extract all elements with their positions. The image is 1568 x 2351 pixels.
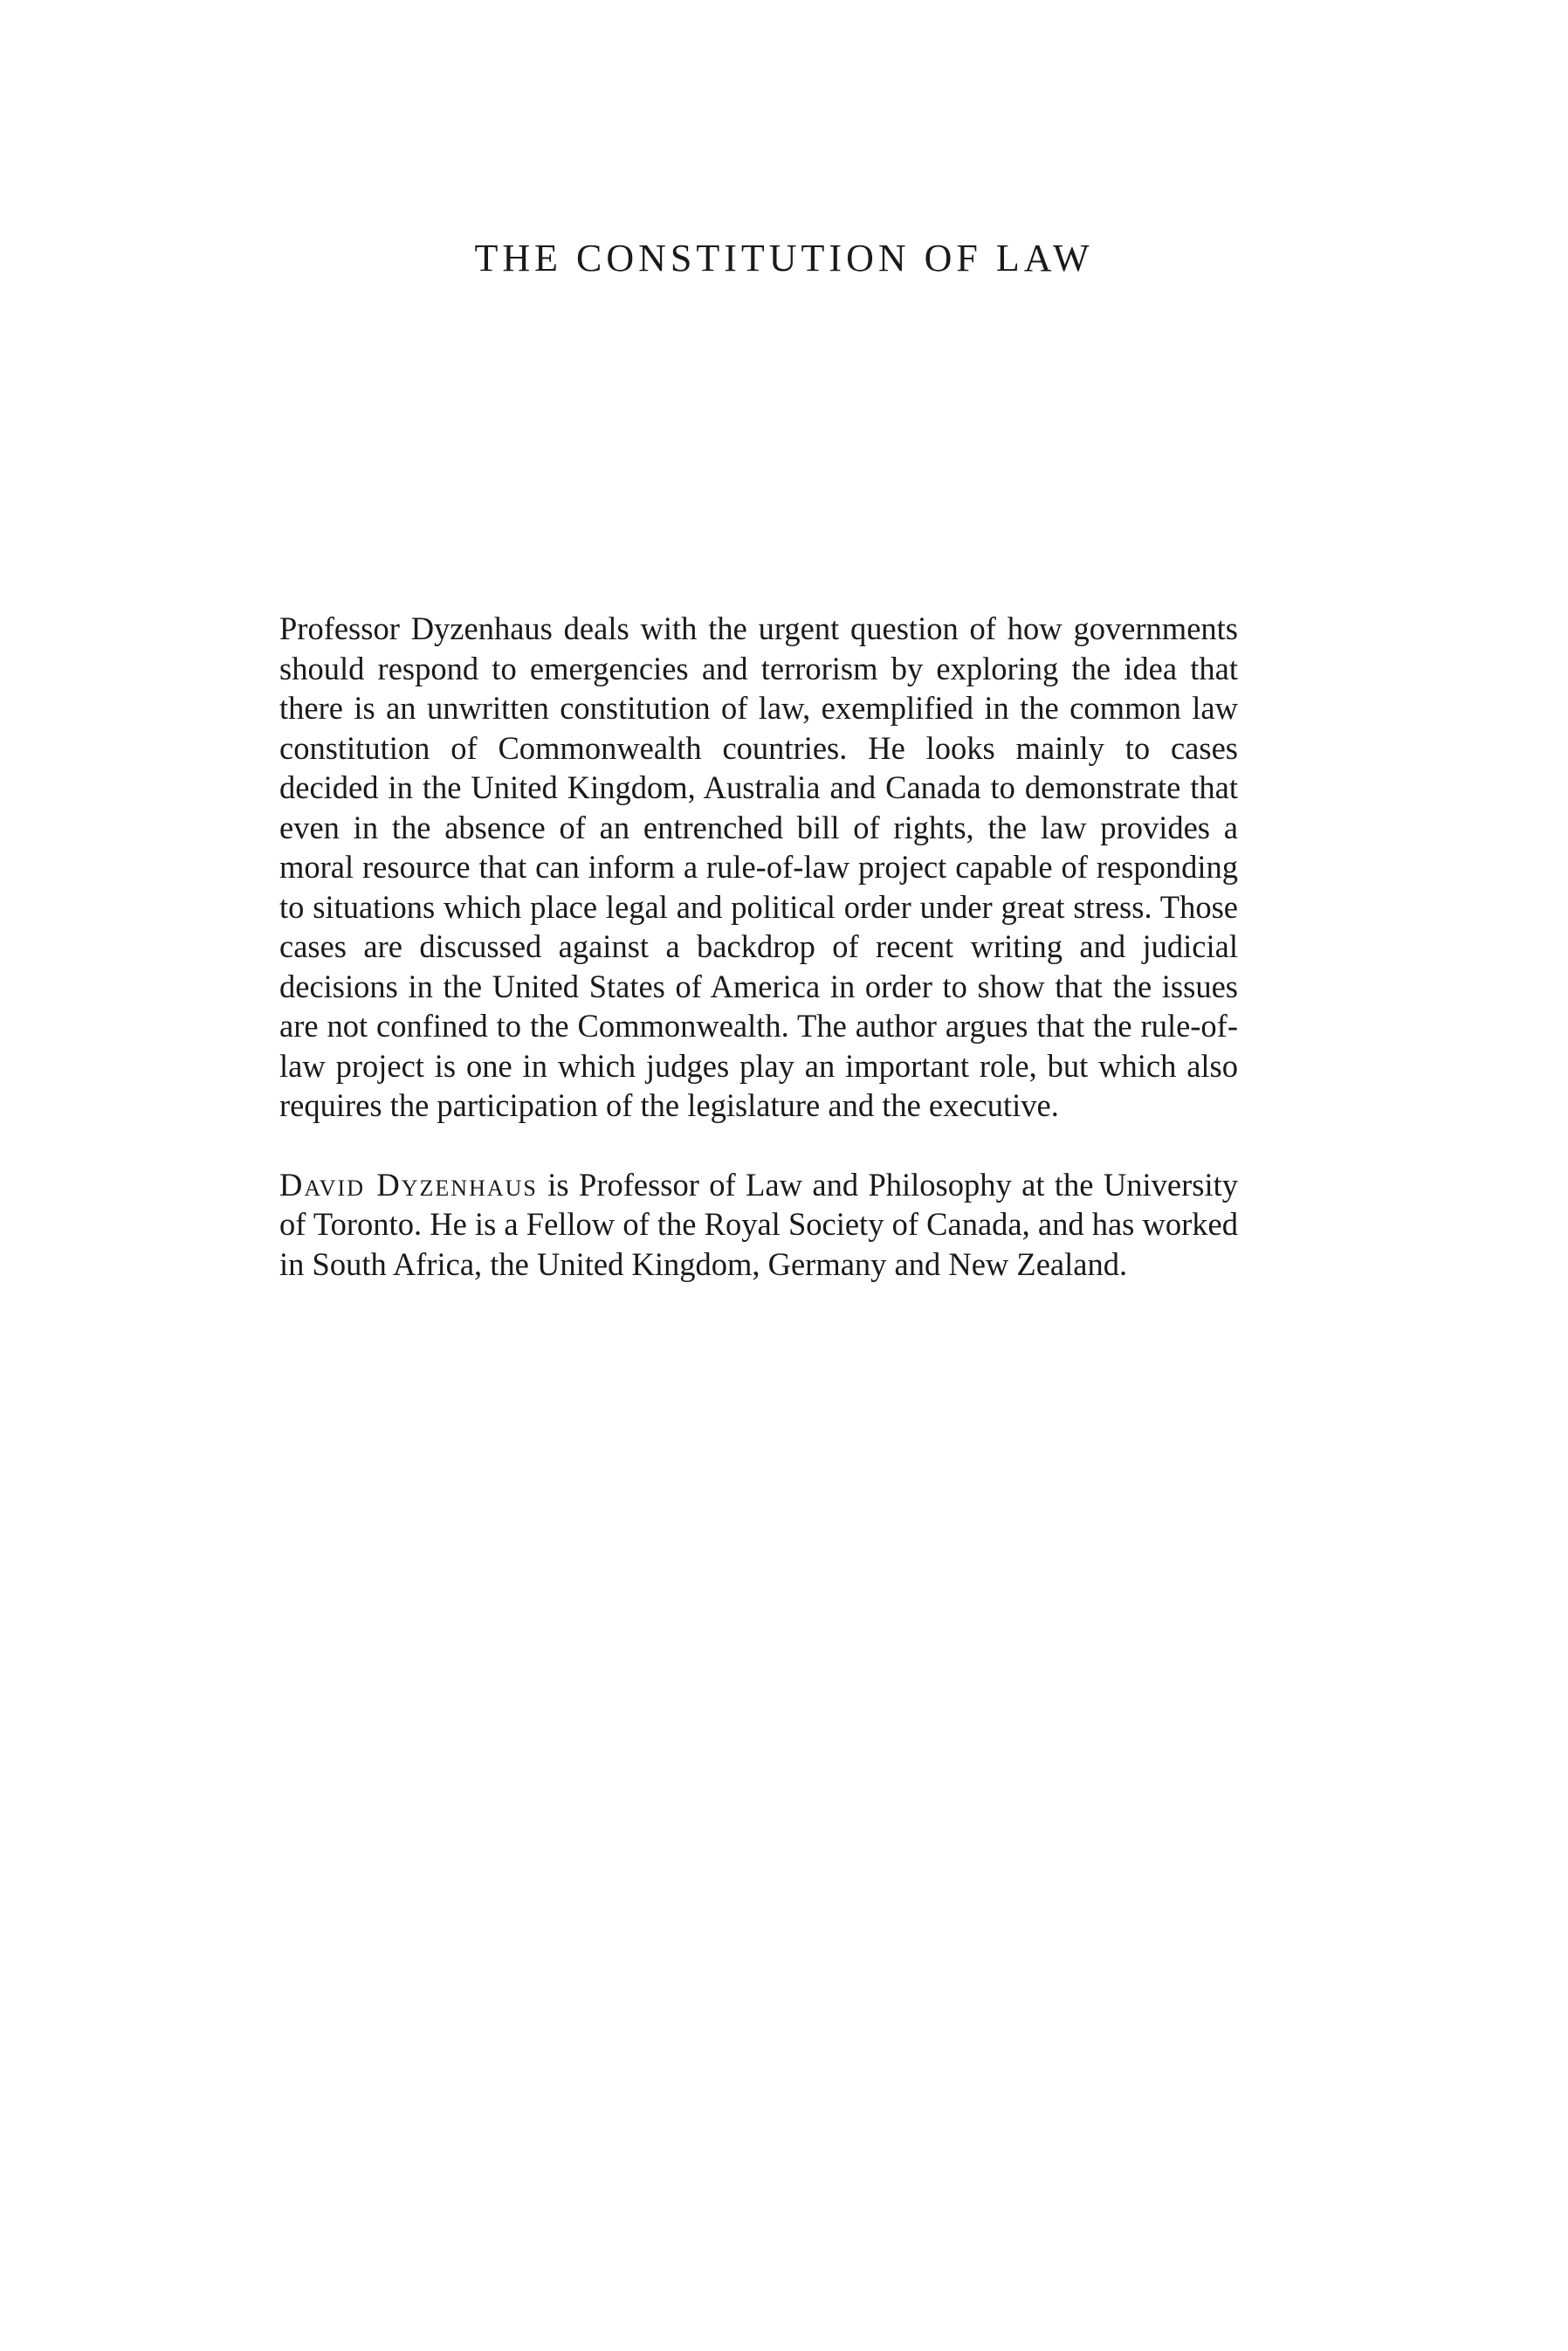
author-name: David Dyzenhaus (279, 1166, 538, 1203)
author-bio (279, 1165, 1238, 1285)
book-description: Professor Dyzenhaus deals with the urgent question of how governments should respond to emergencies and terrorism by exploring the idea that there is an unwritten constitution of law, exemplified in the common law constitution of Commonwealth countries. He looks mainly to cases decided in the United Kingdom, Australia and Canada to demonstrate that even in the absence of an entrenched bill of rights, the law provides a moral resource that can inform a rule-of-law project capable of responding to situations which place legal and political order under great stress. Those cases are discussed against a backdrop of recent writing and judicial decisions in the United States of America in order to show that the issues are not confined to the Commonwealth. The author argues that the rule-of-law project is one in which judges play an important role, but which also requires the participation of the legislature and the executive. (279, 610, 1238, 1123)
page-content (279, 609, 1238, 1284)
author-bio-text: is Professor of Law and Philosophy at the University of Toronto. He is a Fellow of the Royal Society of Canada, and has worked in South Africa, the United Kingdom, Germany and New Zealand. (279, 1166, 1238, 1282)
book-title: THE CONSTITUTION OF LAW (474, 237, 1094, 279)
